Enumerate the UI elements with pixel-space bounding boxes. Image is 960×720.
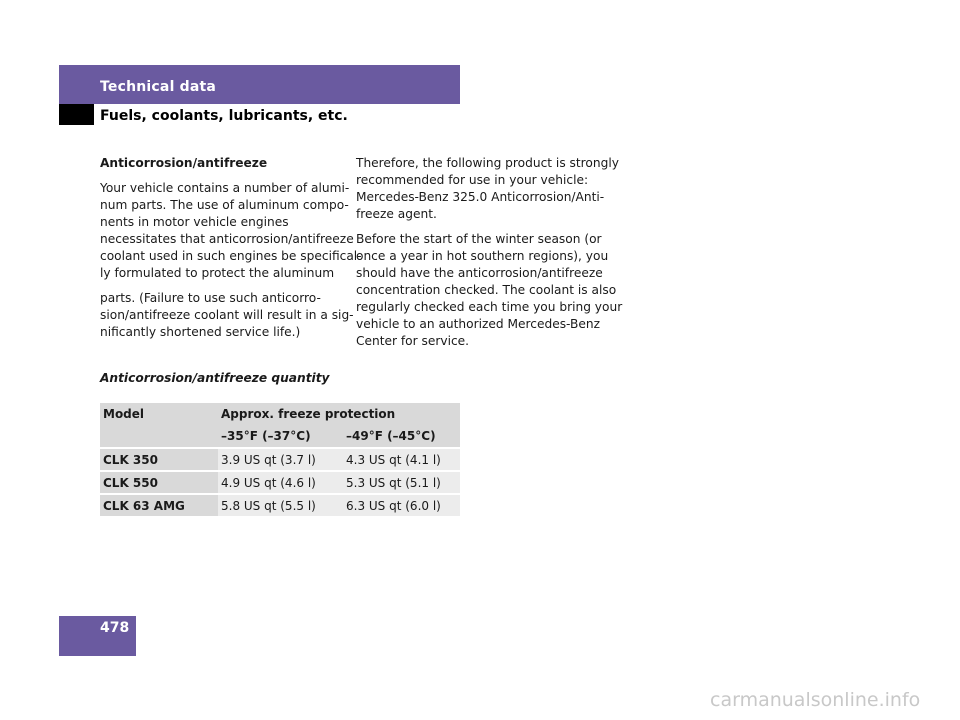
model-cell: CLK 550	[100, 471, 218, 494]
page-number: 478	[100, 620, 130, 636]
text-line: recommended for use in your vehicle:	[356, 173, 589, 187]
text-line: necessitates that anticorrosion/antifreeze	[100, 232, 354, 246]
text-line: Your vehicle contains a number of alumi-	[100, 181, 350, 195]
text-line: parts. (Failure to use such anticorro-	[100, 291, 321, 305]
watermark: carmanualsonline.info	[710, 689, 921, 711]
right-paragraph-2	[356, 231, 623, 350]
right-paragraph-1	[356, 155, 619, 223]
text-line: freeze agent.	[356, 207, 437, 221]
value-cell-b: 4.3 US qt (4.1 l)	[343, 448, 460, 471]
section-title: Technical data	[100, 79, 217, 95]
text-line: once a year in hot southern regions), you	[356, 249, 609, 263]
table-row	[100, 471, 460, 494]
value-cell-a: 4.9 US qt (4.6 l)	[218, 471, 343, 494]
table-row	[100, 448, 460, 471]
value-cell-b: 6.3 US qt (6.0 l)	[343, 494, 460, 516]
text-line: concentration checked. The coolant is also	[356, 283, 617, 297]
header-col-a: –35°F (–37°C)	[218, 424, 343, 448]
text-line: num parts. The use of aluminum compo-	[100, 198, 349, 212]
section-tab-marker	[59, 104, 94, 125]
text-line: vehicle to an authorized Mercedes-Benz	[356, 317, 600, 331]
text-line: nificantly shortened service life.)	[100, 325, 301, 339]
value-cell-a: 5.8 US qt (5.5 l)	[218, 494, 343, 516]
text-line: nents in motor vehicle engines	[100, 215, 289, 229]
text-line: Before the start of the winter season (or	[356, 232, 602, 246]
value-cell-b: 5.3 US qt (5.1 l)	[343, 471, 460, 494]
header-freeze-protection: Approx. freeze protection	[218, 403, 460, 424]
text-line: ly formulated to protect the aluminum	[100, 266, 335, 280]
right-column	[356, 155, 623, 358]
text-line: coolant used in such engines be specifical-	[100, 249, 362, 263]
text-line: Center for service.	[356, 334, 470, 348]
value-cell-a: 3.9 US qt (3.7 l)	[218, 448, 343, 471]
table-caption: Anticorrosion/antifreeze quantity	[100, 371, 330, 385]
text-line: sion/antifreeze coolant will result in a sig-	[100, 308, 354, 322]
section-heading: Anticorrosion/antifreeze	[100, 156, 268, 170]
header-col-b: –49°F (–45°C)	[343, 424, 460, 448]
text-line: regularly checked each time you bring your	[356, 300, 623, 314]
left-column	[100, 155, 362, 349]
model-cell: CLK 350	[100, 448, 218, 471]
table-header-row	[100, 403, 460, 424]
text-line: Therefore, the following product is strongly	[356, 156, 619, 170]
antifreeze-quantity-table	[100, 403, 460, 516]
text-line: should have the anticorrosion/antifreeze	[356, 266, 603, 280]
left-paragraph-1	[100, 180, 362, 282]
model-cell: CLK 63 AMG	[100, 494, 218, 516]
header-model: Model	[100, 403, 218, 448]
table-row	[100, 494, 460, 516]
page-subtitle: Fuels, coolants, lubricants, etc.	[100, 108, 348, 124]
left-paragraph-2	[100, 290, 354, 341]
text-line: Mercedes-Benz 325.0 Anticorrosion/Anti-	[356, 190, 605, 204]
